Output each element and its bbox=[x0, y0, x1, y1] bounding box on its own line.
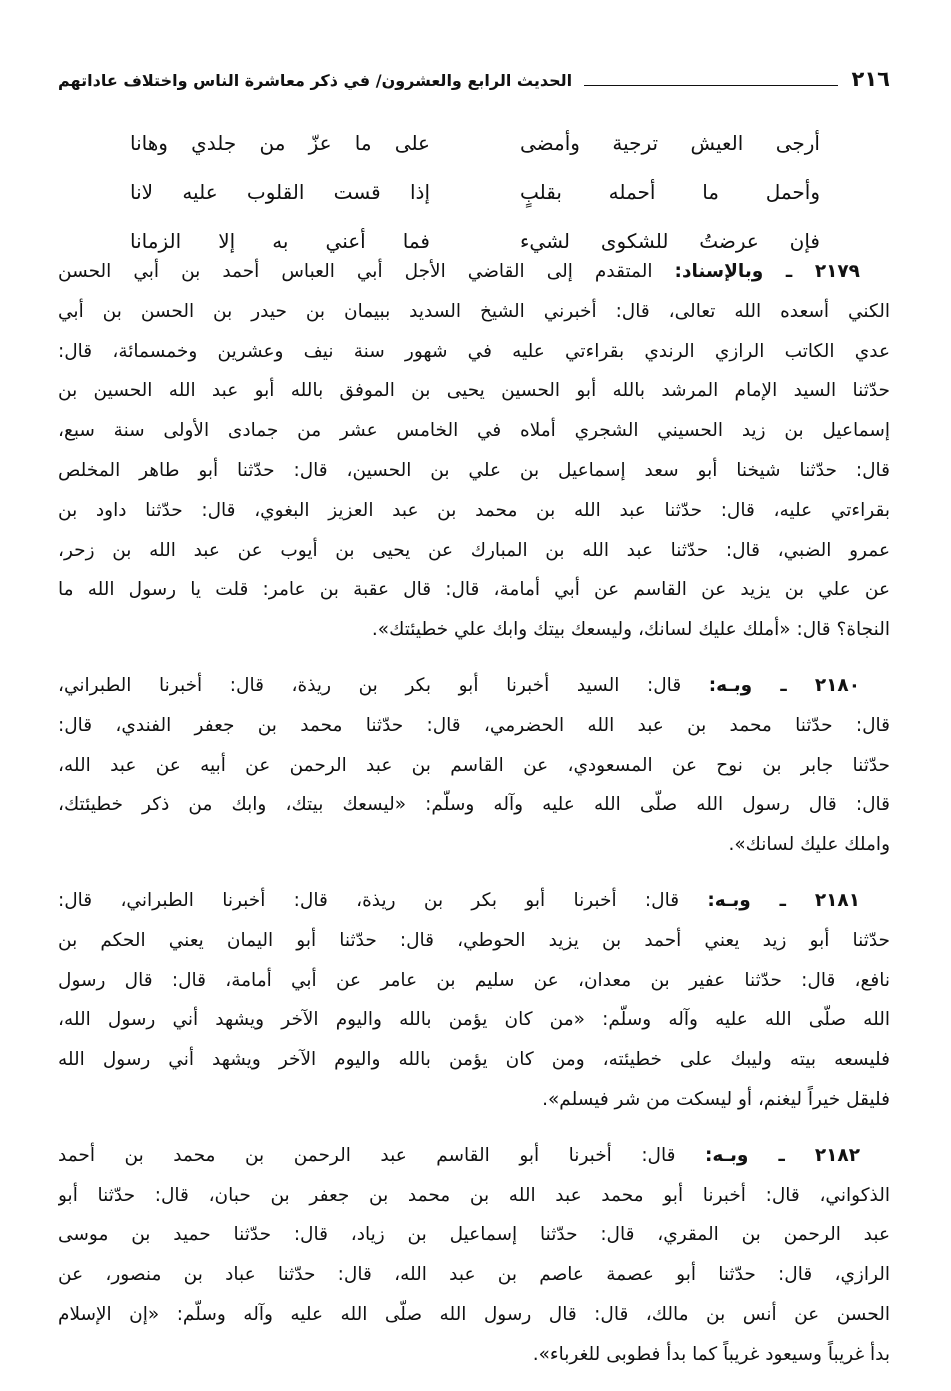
hemistich-second: على ما عزّ من جلدي وهانا bbox=[130, 130, 430, 155]
text-line bbox=[58, 881, 890, 921]
text-line: الحسن عن أنس بن مالك، قال: قال رسول الله صلّى الله عليه وآله وسلّم: «إن الإسلام bbox=[58, 1303, 890, 1325]
text-line: قال: حدّثنا شيخنا أبو سعد إسماعيل بن علي بن الحسين، قال: حدّثنا أبو طاهر المخلص bbox=[58, 459, 890, 481]
hemistich-second: إذا قست القلوب عليه لانا bbox=[130, 179, 430, 204]
line-text: قال: أخبرنا أبو بكر بن ريذة، قال: أخبرنا الطبراني، قال: bbox=[58, 889, 680, 911]
verse-line bbox=[130, 118, 820, 167]
line-text: قال: أخبرنا أبو القاسم عبد الرحمن بن محمد بن أحمد bbox=[58, 1144, 676, 1166]
running-header bbox=[58, 60, 890, 94]
page-number: ٢١٦ bbox=[851, 67, 890, 91]
text-line: قال: قال رسول الله صلّى الله عليه وآله وسلّم: «ليسعك بيتك، وابك من ذكر خطيئتك، bbox=[58, 794, 890, 816]
text-line: الذكواني، قال: أخبرنا أبو محمد عبد الله بن محمد بن جعفر بن حبان، قال: حدّثنا أبو bbox=[58, 1184, 890, 1206]
text-line: بقراءتي عليه، قال: حدّثنا عبد الله بن محمد بن عبد العزيز البغوي، قال: حدّثنا داود بن bbox=[58, 499, 890, 521]
text-line: إسماعيل بن زيد الحسيني الشجري أملاه في الخامس عشر من جمادى الأولى سنة سبع، bbox=[58, 420, 890, 442]
text-line: عمرو الضبي، قال: حدّثنا عبد الله بن المبارك عن يحيى بن أيوب عن عبد الله بن زحر، bbox=[58, 539, 890, 561]
text-line: بدأ غريباً وسيعود غريباً كما بدأ فطوبى للغرباء». bbox=[532, 1343, 890, 1365]
text-line: فليسعه بيته وليبك على خطيئته، ومن كان يؤمن بالله واليوم الآخر ويشهد أني رسول الله bbox=[58, 1049, 890, 1071]
header-rule bbox=[584, 85, 837, 86]
text-line: حدّثنا أبو زيد يعني أحمد بن يزيد الحوطي، قال: حدّثنا أبو اليمان يعني الحكم بن bbox=[58, 929, 890, 951]
text-line: حدّثنا جابر بن نوح عن المسعودي، عن القاسم بن عبد الرحمن عن أبيه عن عبد الله، bbox=[58, 754, 890, 776]
hadith-paragraph bbox=[58, 881, 890, 1120]
hadith-number: ٢١٨٢ ـ وبـه: bbox=[705, 1144, 861, 1166]
hadith-paragraph bbox=[58, 252, 890, 650]
line-text: المتقدم إلى القاضي الأجل أبي العباس أحمد بن أبي الحسن bbox=[58, 261, 653, 282]
hemistich-second: فما أعني به إلا الزمانا bbox=[130, 228, 430, 253]
running-title: الحديث الرابع والعشرون/ في ذكر معاشرة الناس واختلاف عاداتهم bbox=[58, 71, 573, 90]
verse-line bbox=[130, 167, 820, 216]
text-line: واملك عليك لسانك». bbox=[728, 834, 890, 856]
text-line bbox=[58, 252, 890, 292]
hadith-paragraph bbox=[58, 1136, 890, 1375]
hemistich-first: أرجى العيش ترجية وأمضى bbox=[520, 130, 820, 155]
poem bbox=[130, 118, 820, 265]
text-line: عبد الرحمن بن المقري، قال: حدّثنا إسماعيل بن زياد، قال: حدّثنا حميد بن موسى bbox=[58, 1224, 890, 1246]
text-line: الرازي، قال: حدّثنا أبو عصمة عاصم بن عبد الله، قال: حدّثنا عباد بن منصور، عن bbox=[58, 1264, 890, 1286]
text-line: عن علي بن يزيد عن القاسم عن أبي أمامة، قال: قال عقبة بن عامر: قلت يا رسول الله ما bbox=[58, 579, 890, 601]
text-line: فليقل خيراً ليغنم، أو ليسكت من شر فيسلم». bbox=[542, 1088, 890, 1110]
line-text: قال: السيد أخبرنا أبو بكر بن ريذة، قال: أخبرنا الطبراني، bbox=[58, 674, 682, 696]
hadith-paragraph bbox=[58, 666, 890, 865]
text-line: حدّثنا السيد الإمام المرشد بالله أبو الحسين يحيى بن الموفق بالله أبو عبد الله الحسين بن bbox=[58, 380, 890, 402]
text-line: نافع، قال: حدّثنا عفير بن معدان، عن سليم بن عامر عن أبي أمامة، قال: قال رسول bbox=[58, 969, 890, 991]
hemistich-first: فإن عرضتُ للشكوى لشيء bbox=[520, 228, 820, 253]
text-line: الله صلّى الله عليه وآله وسلّم: «من كان يؤمن بالله واليوم الآخر ويشهد أني رسول الله، bbox=[58, 1009, 890, 1031]
hemistich-first: وأحمل ما أحمله بقلبٍ bbox=[520, 179, 820, 204]
hadith-number: ٢١٨١ ـ وبـه: bbox=[707, 889, 860, 911]
hadith-number: ٢١٧٩ ـ وبالإسناد: bbox=[674, 261, 860, 282]
text-line: الكني أسعده الله تعالى، قال: أخبرني الشيخ السديد ببيمان بن حيدر بن الحسن بن أبي bbox=[58, 300, 890, 322]
text-line: عدي الكاتب الرازي الرندي بقراءتي عليه في شهور سنة نيف وعشرين وخمسمائة، قال: bbox=[58, 340, 890, 362]
main-text bbox=[58, 252, 890, 1391]
hadith-number: ٢١٨٠ ـ وبـه: bbox=[708, 674, 860, 696]
text-line: قال: حدّثنا محمد بن عبد الله الحضرمي، قال: حدّثنا محمد بن جعفر الفندي، قال: bbox=[58, 714, 890, 736]
text-line bbox=[58, 1136, 890, 1176]
text-line bbox=[58, 666, 890, 706]
text-line: النجاة؟ قال: «أملك عليك لسانك، وليسعك بيتك وابك علي خطيئتك». bbox=[371, 619, 890, 641]
